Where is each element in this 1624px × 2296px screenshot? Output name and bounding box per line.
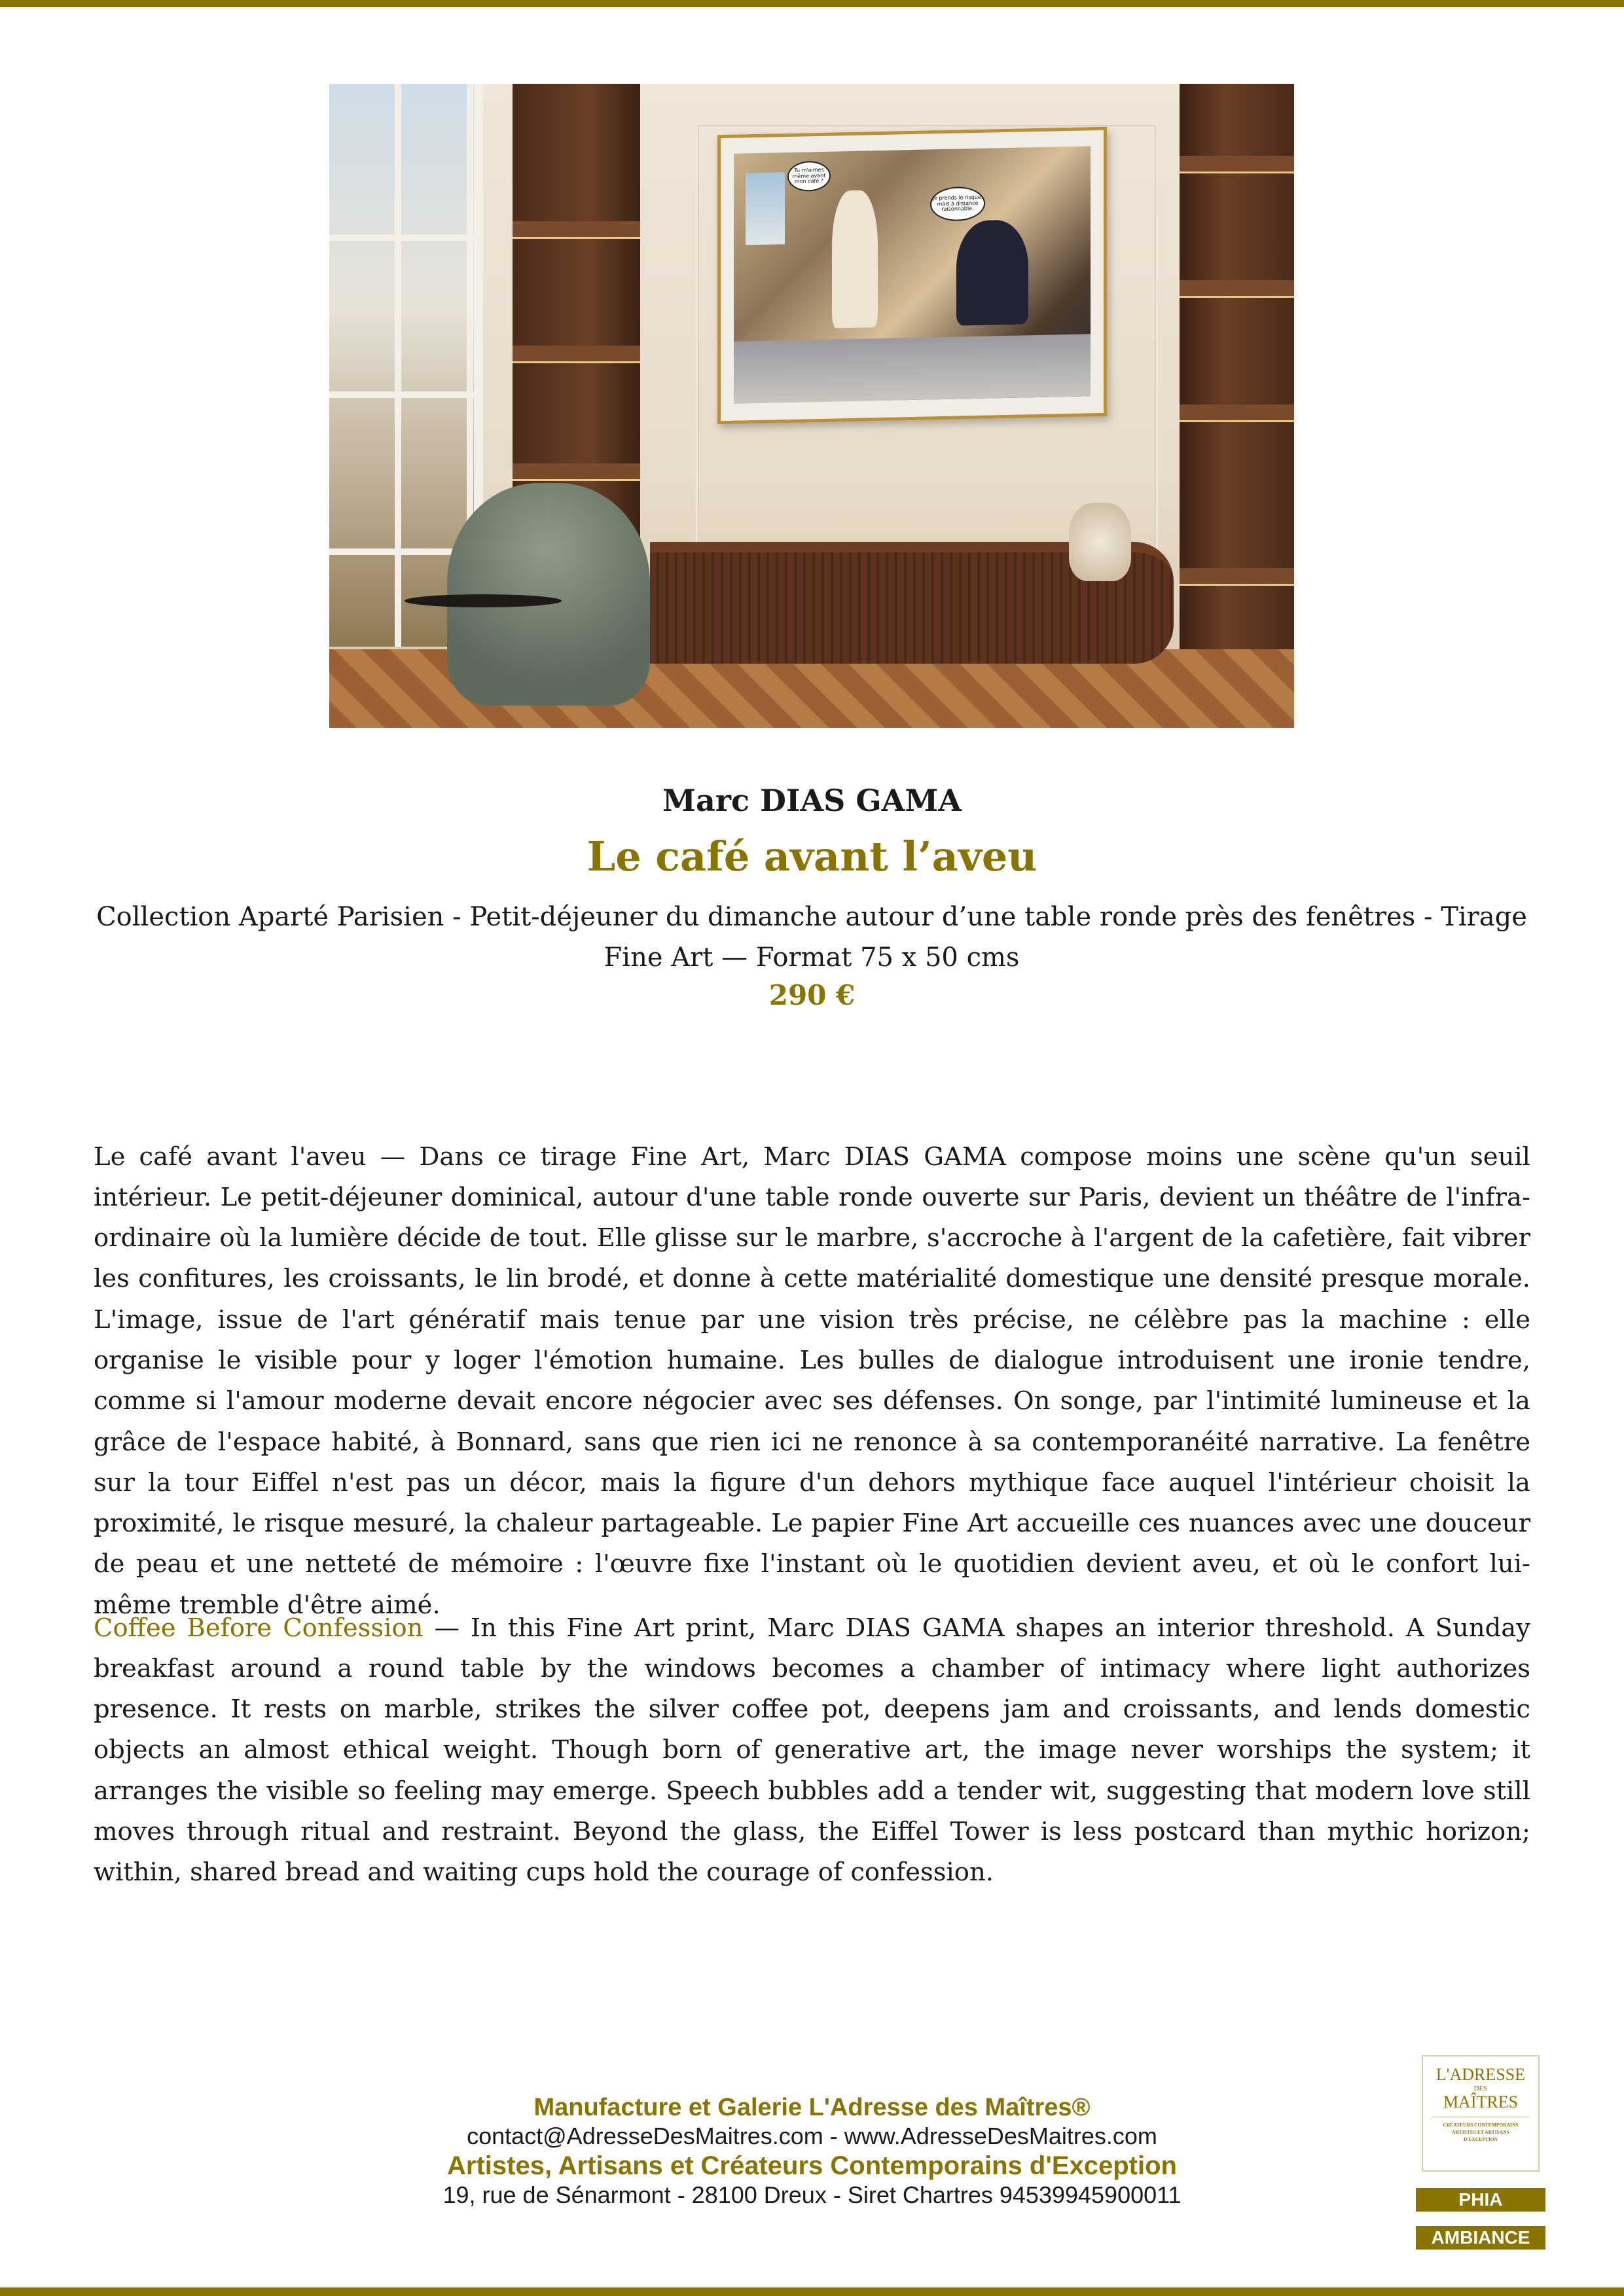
artwork-title: Le café avant l’aveu — [586, 833, 1038, 880]
artist-name: Marc DIAS GAMA — [662, 783, 962, 818]
artwork-price: 290 € — [768, 979, 856, 1011]
top-accent-bar — [0, 0, 1624, 7]
english-title: Coffee Before Confession — [94, 1613, 424, 1643]
logo-line-2: DES — [1473, 2085, 1488, 2092]
footer-address: 19, rue de Sénarmont - 28100 Dreux - Siret Chartres 94539945900011 — [442, 2181, 1182, 2208]
woman-figure — [832, 190, 878, 328]
tag-ambiance: AMBIANCE — [1416, 2226, 1545, 2250]
tag-phia: PHIA — [1416, 2188, 1545, 2212]
description-english — [94, 1608, 1530, 1893]
brand-logo — [1422, 2055, 1540, 2172]
footer — [0, 2093, 1624, 2210]
right-bookshelf — [1180, 84, 1294, 686]
speech-bubble-left: Tu m'aimes même avant mon café ? — [787, 161, 831, 192]
logo-sub-1: CRÉATEURS CONTEMPORAINS — [1443, 2122, 1519, 2128]
artwork-print — [734, 146, 1091, 403]
bottom-accent-bar — [0, 2287, 1624, 2296]
framed-artwork — [717, 127, 1107, 424]
breakfast-table — [734, 334, 1091, 403]
footer-tagline: Artistes, Artisans et Créateurs Contemporains d'Exception — [447, 2151, 1177, 2180]
logo-line-3: MAÎTRES — [1443, 2092, 1519, 2111]
logo-sub-3: D'EXCEPTION — [1463, 2136, 1498, 2142]
hero-image — [329, 84, 1294, 728]
description-french: Le café avant l'aveu — Dans ce tirage Fine Art, Marc DIAS GAMA compose moins une scène qu'un seuil intérieur. Le petit-déjeuner dominical, autour d'une table ronde ouverte sur Paris, devient un théâtre de l'infra-ordinaire où la lumière décide de tout. Elle glisse sur le marbre, s'accroche à l'argent de la cafetière, fait vibrer les confitures, les croissants, le lin brodé, et donne à cette matérialité domestique une densité presque morale. L'image, issue de l'art génératif mais tenue par une vision très précise, ne célèbre pas la machine : elle organise le visible pour y loger l'émotion humaine. Les bulles de dialogue introduisent une ironie tendre, comme si l'amour moderne devait encore négocier avec ses défenses. On songe, par l'intimité lumineuse et la grâce de l'espace habité, à Bonnard, sans que rien ici ne renonce à sa contemporanéité narrative. La fenêtre sur la tour Eiffel n'est pas un décor, mais la figure d'un dehors mythique face auquel l'intérieur choisit la proximité, le risque mesuré, la chaleur partageable. Le papier Fine Art accueille ces nuances avec une douceur de peau et une netteté de mémoire : l'œuvre fixe l'instant où le quotidien devient aveu, et où le confort lui-même tremble d'être aimé. — [94, 1141, 1530, 1620]
logo-line-1: L'ADRESSE — [1435, 2065, 1526, 2084]
side-table — [405, 594, 562, 607]
vase — [1069, 503, 1131, 581]
eiffel-tower-view — [746, 172, 785, 245]
speech-bubble-right: Je prends le risque, mais à distance raisonnable. — [930, 187, 985, 222]
footer-contact[interactable]: contact@AdresseDesMaitres.com - www.AdresseDesMaitres.com — [467, 2123, 1157, 2149]
logo-sub-2: ARTISTES ET ARTISANS — [1452, 2129, 1509, 2135]
man-figure — [956, 219, 1028, 325]
english-body: — In this Fine Art print, Marc DIAS GAMA shapes an interior threshold. A Sunday breakfast around a round table by the windows becomes a chamber of intimacy where light authorizes presence. It rests on marble, strikes the silver coffee pot, deepens jam and croissants, and lends domestic objects an almost ethical weight. Though born of generative art, the image never worships the system; it arranges the visible so feeling may emerge. Speech bubbles add a tender wit, suggesting that modern love still moves through ritual and restraint. Beyond the glass, the Eiffel Tower is less postcard than mythic horizon; within, shared bread and waiting cups hold the courage of confession. — [94, 1613, 1530, 1888]
artwork-subtitle: Collection Aparté Parisien - Petit-déjeuner du dimanche autour d’une table ronde près des fenêtres - Tirage Fine Art — Format 75 x 50 cms — [96, 902, 1527, 973]
footer-company: Manufacture et Galerie L'Adresse des Maîtres® — [533, 2094, 1091, 2121]
